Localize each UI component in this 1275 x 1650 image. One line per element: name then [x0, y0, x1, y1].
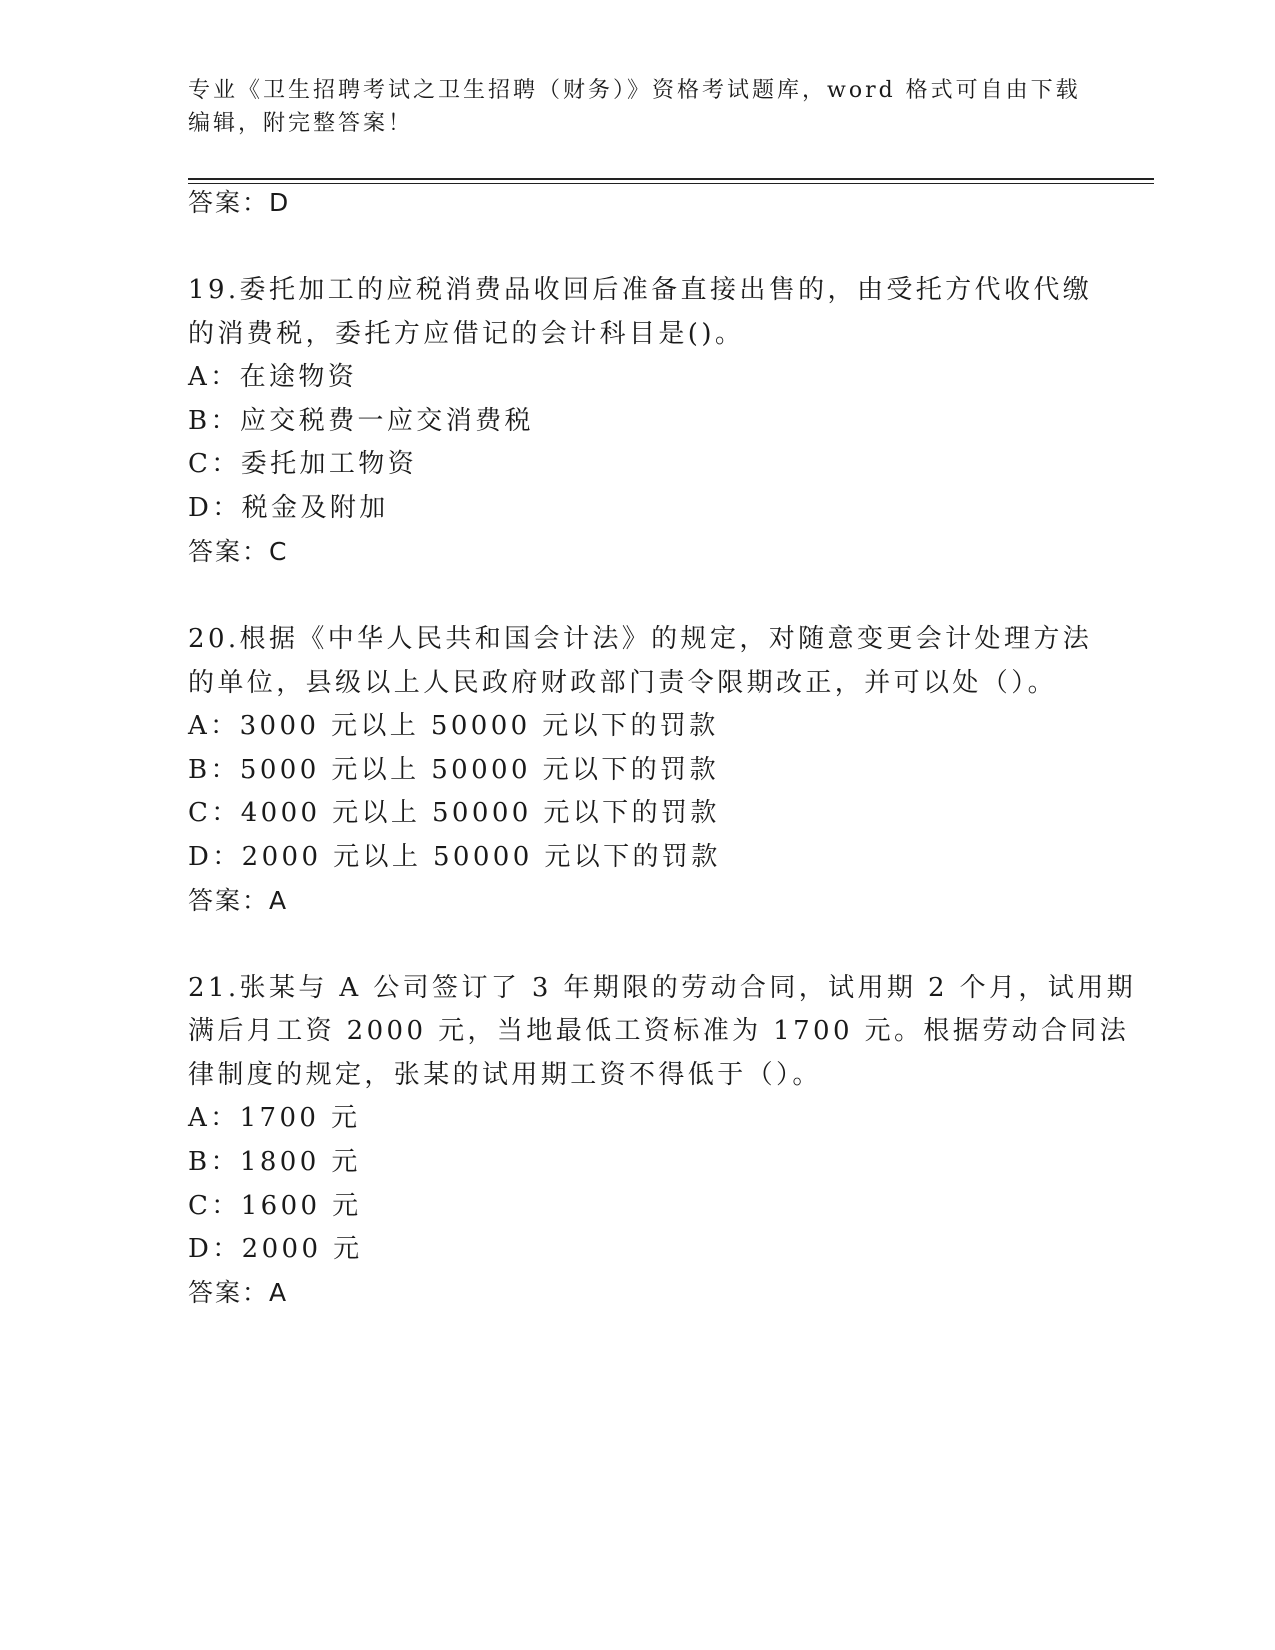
question-21-stem-line-1: 21.张某与 A 公司签订了 3 年期限的劳动合同，试用期 2 个月，试用期	[188, 973, 1136, 1003]
question-21-option-d: D：2000 元	[188, 1234, 363, 1264]
header-line-2: 编辑，附完整答案！	[188, 111, 414, 136]
question-20-answer: 答案：A	[188, 886, 289, 915]
question-19-stem-line-2: 的消费税，委托方应借记的会计科目是()。	[188, 319, 745, 349]
question-21-option-c: C：1600 元	[188, 1191, 362, 1221]
header-divider	[188, 178, 1154, 184]
previous-answer: 答案：D	[188, 188, 291, 217]
question-21-stem-line-2: 满后月工资 2000 元，当地最低工资标准为 1700 元。根据劳动合同法	[188, 1016, 1130, 1046]
question-21-option-b: B：1800 元	[188, 1147, 361, 1177]
question-19-answer: 答案：C	[188, 537, 289, 566]
header-line-1: 专业《卫生招聘考试之卫生招聘（财务）》资格考试题库，word 格式可自由下载	[188, 78, 1081, 103]
question-21-option-a: A：1700 元	[188, 1103, 361, 1133]
question-20-option-a: A：3000 元以上 50000 元以下的罚款	[188, 711, 719, 741]
question-19-option-d: D：税金及附加	[188, 493, 389, 523]
question-21-stem-line-3: 律制度的规定，张某的试用期工资不得低于（）。	[188, 1060, 822, 1090]
question-19-stem-line-1: 19.委托加工的应税消费品收回后准备直接出售的，由受托方代收代缴	[188, 275, 1093, 305]
question-21-answer: 答案：A	[188, 1278, 289, 1307]
question-19-option-b: B：应交税费一应交消费税	[188, 406, 534, 436]
question-20-option-b: B：5000 元以上 50000 元以下的罚款	[188, 755, 719, 785]
page-header	[188, 74, 1088, 140]
question-19-option-a: A：在途物资	[188, 362, 358, 392]
question-19-option-c: C：委托加工物资	[188, 449, 418, 479]
question-20-option-c: C：4000 元以上 50000 元以下的罚款	[188, 798, 720, 828]
question-20-option-d: D：2000 元以上 50000 元以下的罚款	[188, 842, 721, 872]
question-20-stem-line-2: 的单位，县级以上人民政府财政部门责令限期改正，并可以处（）。	[188, 668, 1058, 698]
question-20-stem-line-1: 20.根据《中华人民共和国会计法》的规定，对随意变更会计处理方法	[188, 624, 1093, 654]
